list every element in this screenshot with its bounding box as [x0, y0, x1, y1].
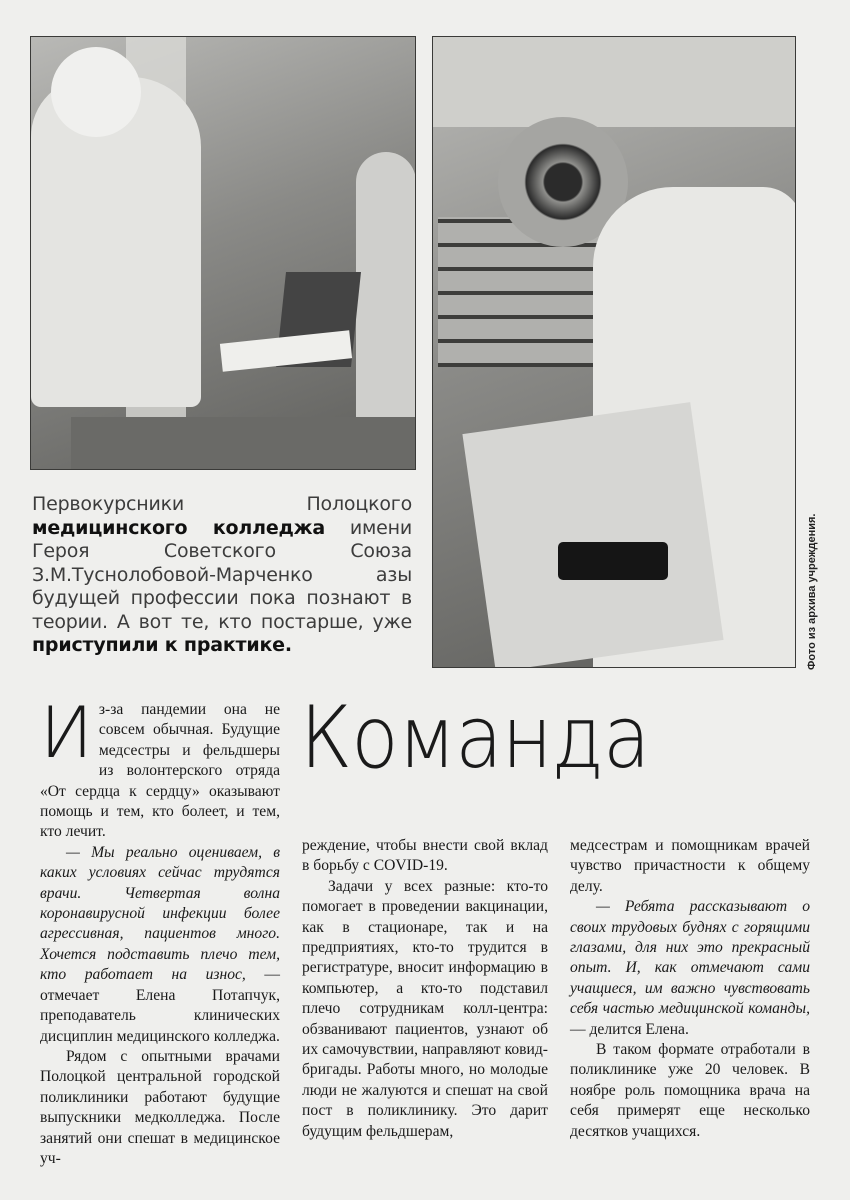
article-lead-text: з-за пандемии она не совсем обычная. Будущие медсестры и фельдшеры из волонтерского отряда «От сердца к сердцу» оказывают помощь и тем, кто болеет, и тем, кто лечит.	[40, 701, 280, 841]
article-quote-paragraph	[570, 897, 810, 1040]
caption-bold-practice: приступили к практике.	[32, 634, 292, 656]
quote-text: — Ребята рассказывают о своих трудовых буднях с горящими глазами, для них это прекрасный опыт. И, как отмечают сами учащиеся, им важно чувствовать себя частью медицинской команды,	[570, 898, 810, 1018]
quote-attribution: — отмечает Елена Потапчук, преподаватель клинических дисциплин медицинского колледжа.	[40, 966, 280, 1045]
article-column-2	[302, 836, 548, 1142]
article-headline: Команда	[300, 688, 650, 788]
article-paragraph: медсестрам и помощникам врачей чувство причастности к общему делу.	[570, 837, 810, 895]
photo-credit: Фото из архива учреждения.	[806, 513, 818, 670]
quote-attribution: — делится Елена.	[570, 1020, 689, 1038]
article-lead-paragraph	[40, 692, 280, 843]
caption-text: Первокурсники Полоцкого	[32, 493, 412, 515]
quote-text: — Мы реально оцениваем, в каких условиях сейчас трудятся врачи. Четвертая волна коронавирусной инфекции более агрессивная, пациентов много. Хочется подставить плечо тем, кто работает на износ,	[40, 843, 280, 984]
drop-cap: И	[40, 692, 93, 774]
article-paragraph: реждение, чтобы внести свой вклад в борьбу с COVID-19.	[302, 837, 548, 875]
photo-nurse-filling-records	[432, 36, 796, 668]
article-paragraph: Рядом с опытными врачами Полоцкой центральной городской поликлиники работают будущие выпускники медколледжа. После занятий они спешат в медицинское уч-	[40, 1047, 280, 1167]
article-paragraph: В таком формате отработали в поликлинике уже 20 человек. В ноябре роль помощника врача на себя примерят еще несколько десятков учащихся.	[570, 1041, 810, 1140]
photo-students-at-desk	[30, 36, 416, 470]
article-column-3	[570, 836, 810, 1142]
article-quote-paragraph	[40, 843, 280, 1047]
article-paragraph: Задачи у всех разные: кто-то помогает в проведении вакцинации, как в стационаре, так и на предприятиях, кто-то трудится в регистратуре, вносит информацию в компьютер, а кто-то подставил плечо сотрудникам колл-центра: обзванивают пациентов, узнают об их самочувствии, направляют ковид-бригады. Работы много, но молодые люди не жалуются и спешат на свой пост в поликлинику. Это дарит будущим фельдшерам,	[302, 877, 548, 1140]
caption-bold-college: медицинского колледжа	[32, 516, 325, 539]
photo-caption	[32, 493, 412, 658]
article-column-1	[40, 692, 280, 1169]
caption-text: имени Героя Советского Союза З.М.Туснолобовой-Марченко азы будущей профессии пока познают в теории. А вот те, кто постарше, уже	[32, 516, 412, 633]
